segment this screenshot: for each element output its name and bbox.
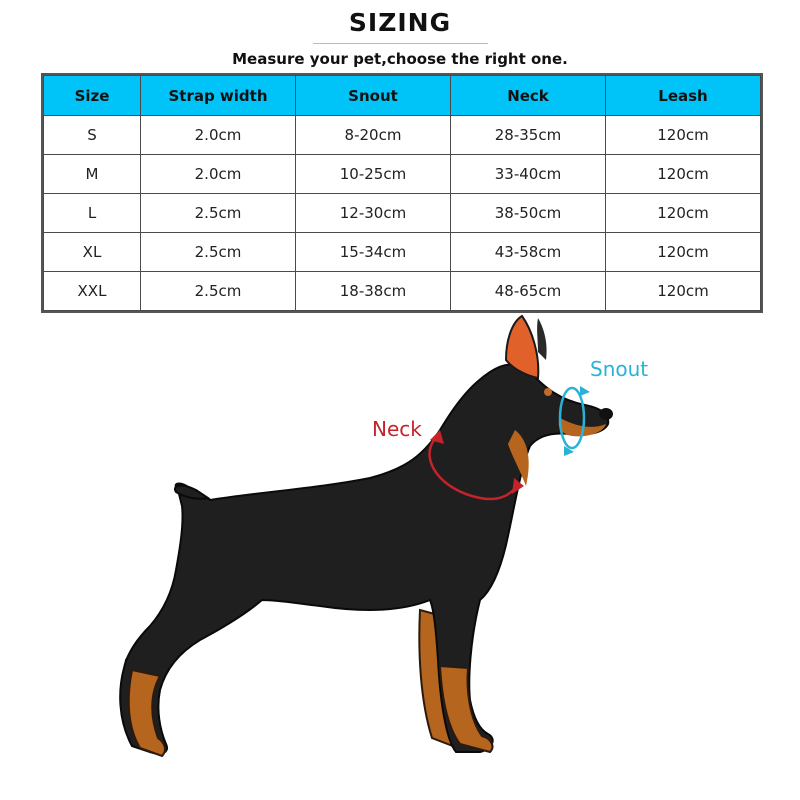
- table-cell: 120cm: [606, 155, 761, 194]
- doberman-illustration: [0, 300, 800, 800]
- table-cell: 2.5cm: [141, 233, 296, 272]
- table-cell: 120cm: [606, 272, 761, 311]
- table-cell: 2.5cm: [141, 194, 296, 233]
- table-row: [44, 233, 761, 272]
- table-cell: L: [44, 194, 141, 233]
- table-cell: 15-34cm: [296, 233, 451, 272]
- column-header: Size: [44, 76, 141, 116]
- table-cell: 18-38cm: [296, 272, 451, 311]
- table-cell: 120cm: [606, 194, 761, 233]
- table-cell: XL: [44, 233, 141, 272]
- table-cell: 120cm: [606, 116, 761, 155]
- table-cell: 120cm: [606, 233, 761, 272]
- dog-nose: [599, 408, 613, 420]
- table-cell: 10-25cm: [296, 155, 451, 194]
- title-divider: [313, 43, 488, 44]
- page-subtitle: Measure your pet,choose the right one.: [232, 50, 568, 68]
- table-cell: 2.0cm: [141, 116, 296, 155]
- table-cell: 28-35cm: [451, 116, 606, 155]
- table-cell: 2.0cm: [141, 155, 296, 194]
- table-cell: S: [44, 116, 141, 155]
- table-cell: M: [44, 155, 141, 194]
- neck-label: Neck: [372, 417, 422, 441]
- snout-label: Snout: [590, 357, 649, 381]
- table-row: [44, 194, 761, 233]
- column-header: Strap width: [141, 76, 296, 116]
- table-header-row: [44, 76, 761, 116]
- table-cell: 48-65cm: [451, 272, 606, 311]
- table-cell: 43-58cm: [451, 233, 606, 272]
- table-row: [44, 155, 761, 194]
- table-cell: XXL: [44, 272, 141, 311]
- dog-ear-back: [537, 318, 546, 360]
- column-header: Leash: [606, 76, 761, 116]
- table-cell: 2.5cm: [141, 272, 296, 311]
- dog-body: [120, 365, 608, 754]
- snout-arrow-top: [580, 386, 590, 396]
- page-title: SIZING: [348, 8, 452, 37]
- table-row: [44, 116, 761, 155]
- table-cell: 33-40cm: [451, 155, 606, 194]
- size-table: [43, 75, 761, 311]
- table-cell: 12-30cm: [296, 194, 451, 233]
- dog-eye: [544, 388, 552, 396]
- column-header: Neck: [451, 76, 606, 116]
- table-cell: 38-50cm: [451, 194, 606, 233]
- column-header: Snout: [296, 76, 451, 116]
- table-cell: 8-20cm: [296, 116, 451, 155]
